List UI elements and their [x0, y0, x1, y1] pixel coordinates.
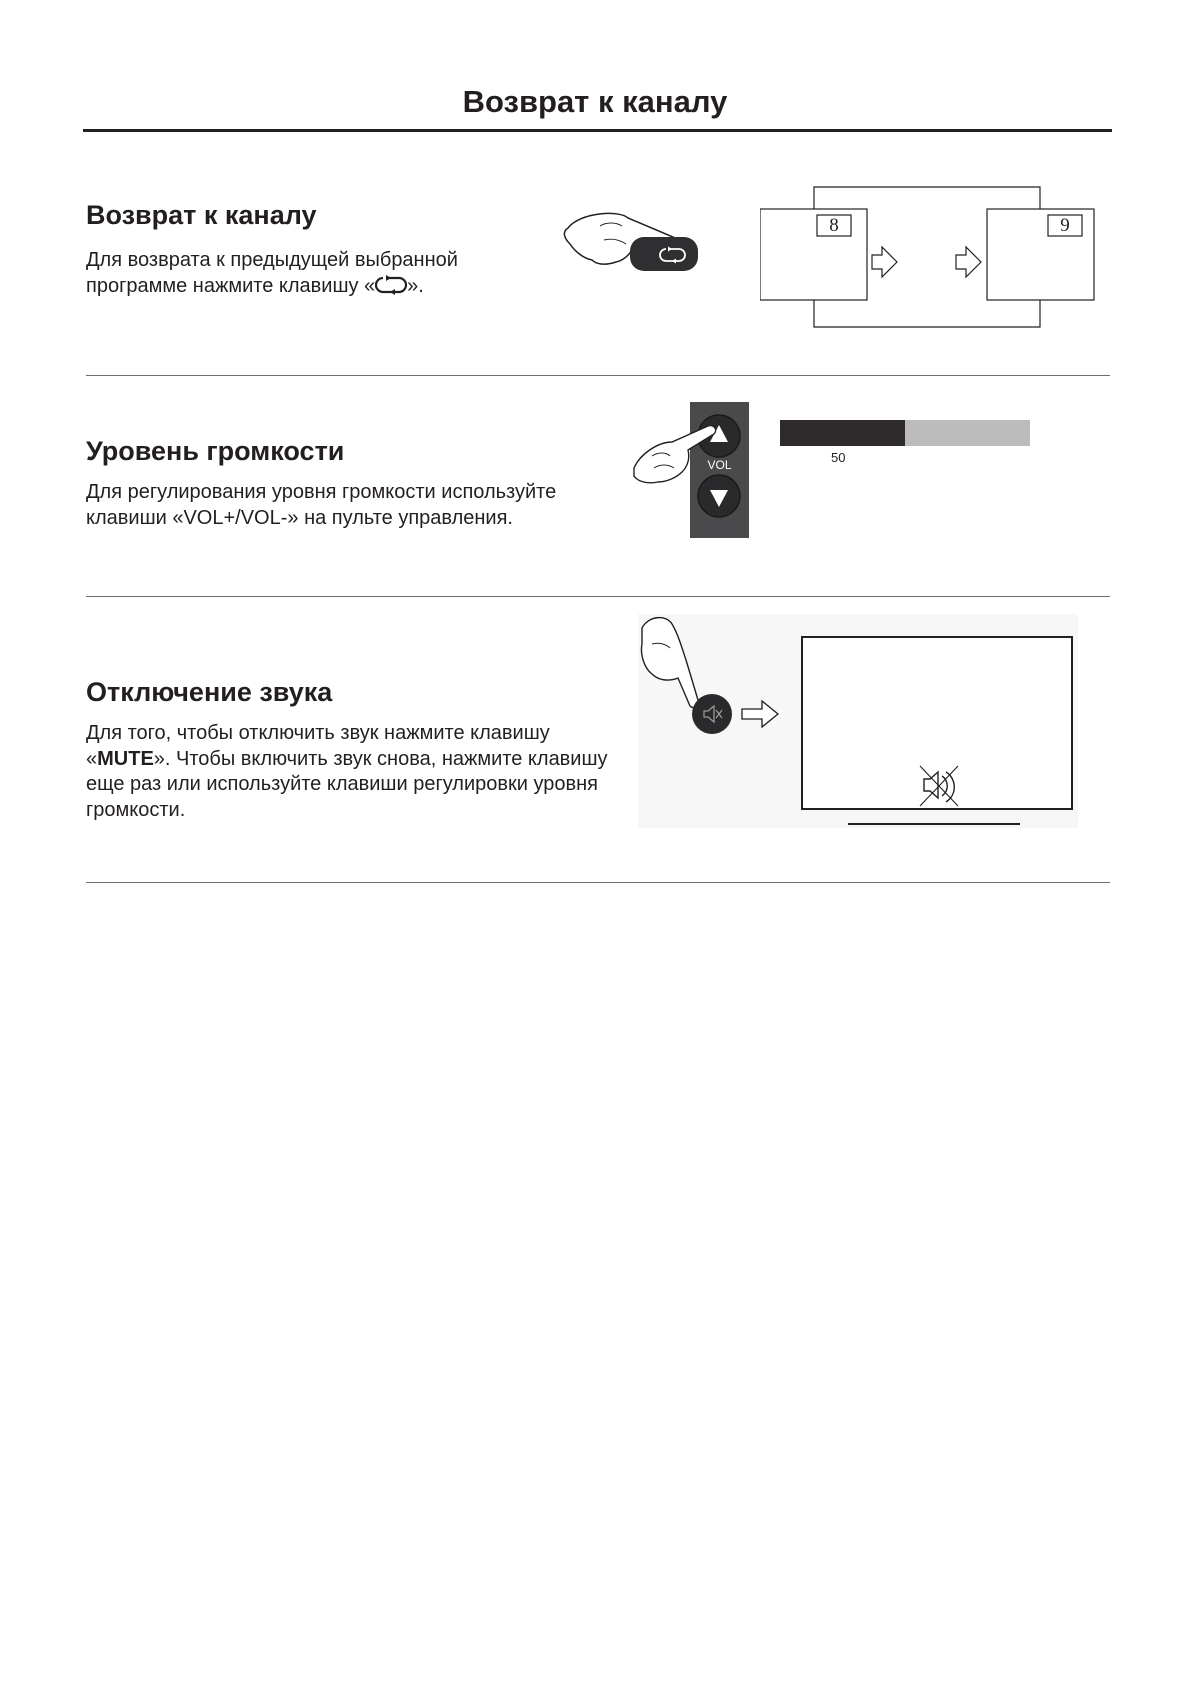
title-rule [83, 129, 1112, 132]
hand-drawing [634, 426, 716, 483]
volume-bar-fill [780, 420, 905, 446]
volume-buttons-drawing [630, 402, 750, 542]
section-divider [86, 375, 1110, 376]
mute-button-drawing [692, 694, 732, 734]
section-heading-mute: Отключение звука [86, 677, 333, 707]
volume-bar [780, 420, 1030, 446]
text-part: Для возврата к предыдущей выбранной программе нажмите клавишу « [86, 249, 458, 297]
channel-number-to: 9 [1060, 215, 1070, 236]
section-divider [86, 596, 1110, 597]
text-part: ». [407, 274, 424, 297]
section-text-channel-return [86, 248, 526, 299]
tv-stand-line [848, 823, 1020, 825]
section-text-mute [86, 721, 626, 823]
hand-pressing-return-illustration [560, 200, 710, 290]
vol-label: VOL [707, 458, 732, 472]
mute-illustration [638, 614, 1078, 828]
text-part: Для того, чтобы отключить звук нажмите клавишу « [86, 722, 550, 770]
page-title: Возврат к каналу [462, 84, 728, 119]
channel-number-from: 8 [829, 215, 839, 236]
return-icon [375, 275, 407, 295]
text-part: ». Чтобы включить звук снова, нажмите клавишу еще раз или используйте клавиши регулировки уровня громкости. [86, 747, 608, 821]
section-text-volume: Для регулирования уровня громкости используйте клавиши «VOL+/VOL-» на пульте управления. [86, 481, 557, 529]
section-heading-volume: Уровень громкости [86, 436, 345, 466]
channel-return-diagram [760, 185, 1100, 335]
channel-diagram-lines [760, 185, 1100, 335]
volume-value: 50 [831, 450, 846, 465]
return-button-drawing [630, 237, 698, 271]
volume-remote-illustration [630, 402, 750, 542]
mute-key-label: MUTE [97, 747, 154, 770]
section-divider [86, 882, 1110, 883]
arrow-right-icon [956, 247, 981, 277]
arrow-right-icon [872, 247, 897, 277]
section-heading-channel-return: Возврат к каналу [86, 200, 317, 230]
